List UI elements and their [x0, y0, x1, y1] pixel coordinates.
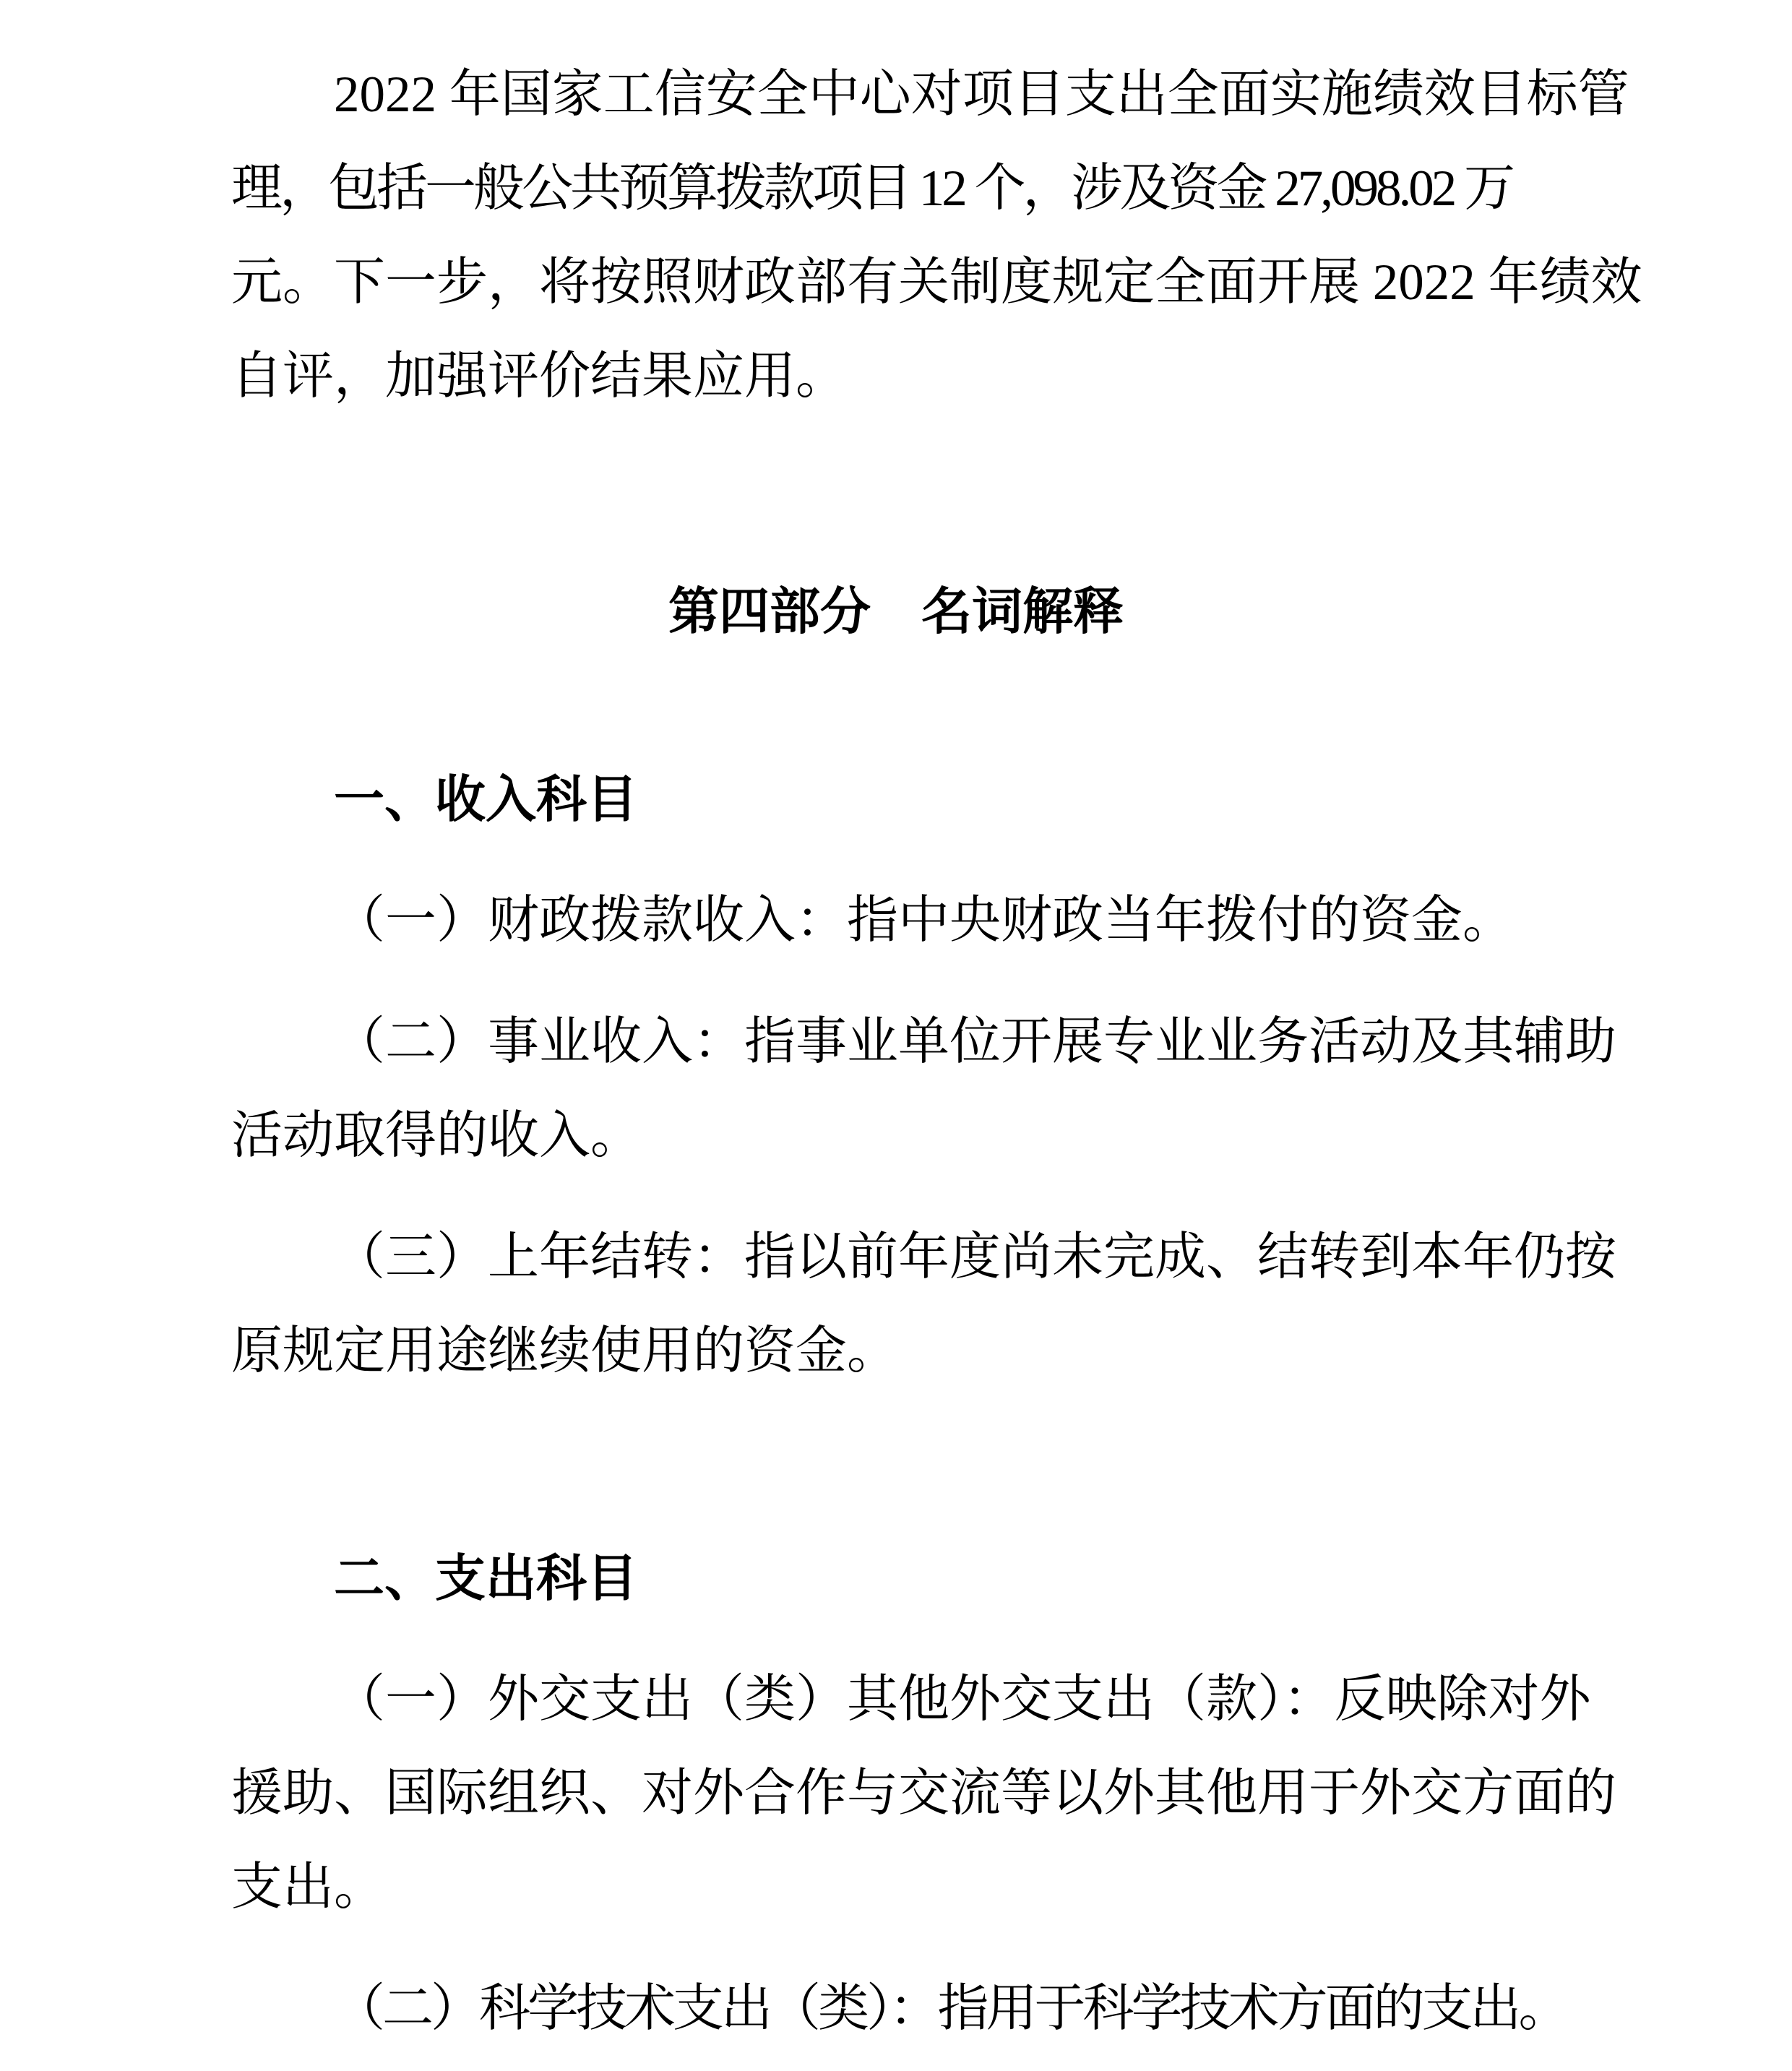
paragraph-line: （二）事业收入：指事业单位开展专业业务活动及其辅助 [334, 1014, 1617, 1070]
paragraph-line: 支出。 [231, 1859, 386, 1916]
paragraph-line: 理，包括一般公共预算拨款项目 12 个，涉及资金 27,098.02 万 [231, 160, 1513, 217]
section-heading-income: 一、收入科目 [334, 771, 637, 827]
paragraph-line: 活动取得的收入。 [231, 1108, 642, 1164]
paragraph-line: 元。下一步，将按照财政部有关制度规定全面开展 2022 年绩效 [231, 254, 1642, 311]
expenditure-paragraph-2 [231, 1962, 1567, 2056]
section-heading-expenditure: 二、支出科目 [334, 1550, 637, 1606]
paragraph-line: 援助、国际组织、对外合作与交流等以外其他用于外交方面的 [231, 1765, 1617, 1822]
expenditure-paragraph-1 [231, 1653, 1617, 1934]
part-heading: 第四部分 名词解释 [668, 583, 1124, 640]
income-paragraph-1 [231, 874, 1561, 968]
income-paragraph-2 [231, 995, 1617, 1183]
paragraph-line: （三）上年结转：指以前年度尚未完成、结转到本年仍按 [334, 1229, 1617, 1286]
paragraph-line: 自评，加强评价结果应用。 [231, 348, 848, 405]
income-paragraph-3 [231, 1210, 1617, 1398]
paragraph-line: 2022 年国家工信安全中心对项目支出全面实施绩效目标管 [334, 66, 1629, 123]
paragraph-line: （二）科学技术支出（类）：指用于科学技术方面的支出。 [334, 1981, 1567, 2037]
intro-paragraph [231, 48, 1642, 423]
paragraph-line: 原规定用途继续使用的资金。 [231, 1323, 899, 1379]
paragraph-line: （一）财政拨款收入：指中央财政当年拨付的资金。 [334, 892, 1515, 949]
paragraph-line: （一）外交支出（类）其他外交支出（款）：反映除对外 [334, 1671, 1591, 1728]
